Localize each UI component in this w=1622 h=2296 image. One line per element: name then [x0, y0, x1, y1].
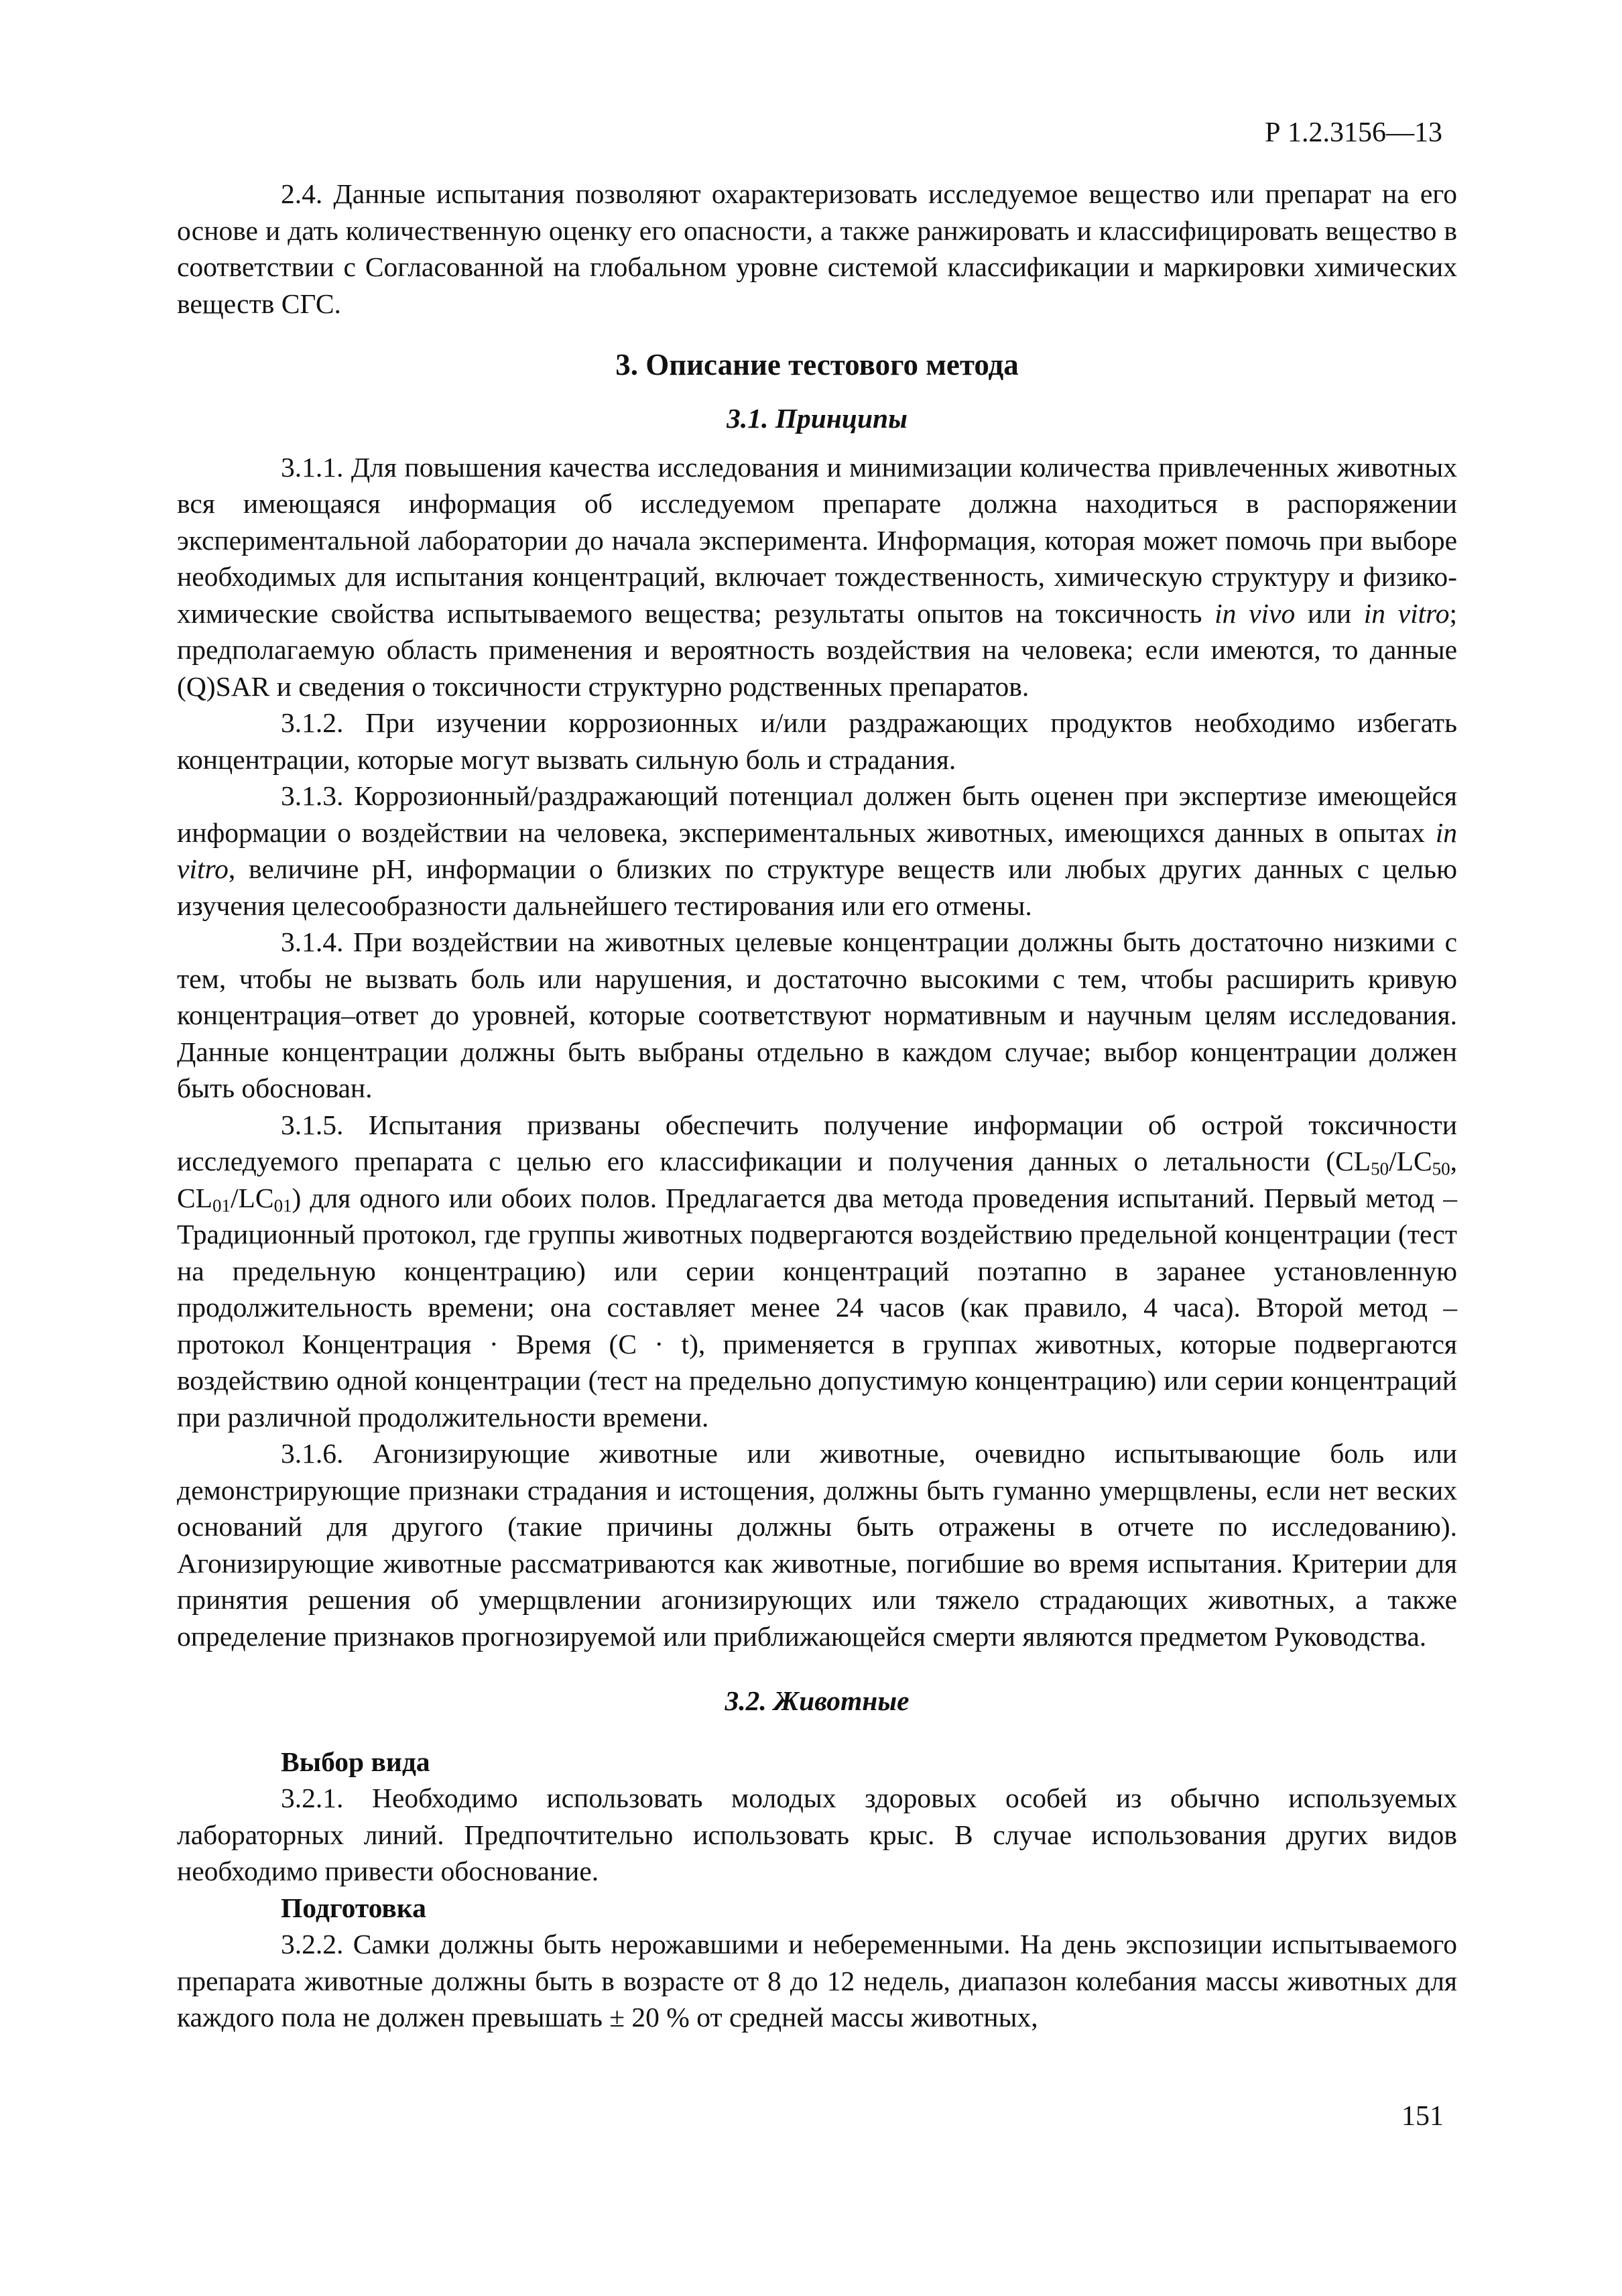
- paragraph-3-2-1: 3.2.1. Необходимо использовать молодых здоровых особей из обычно используемых лабораторных линий. Предпочтительно использовать крыс. В случае использования других видов необходимо привести обоснование.: [177, 1783, 1457, 1886]
- paragraph-2-4: 2.4. Данные испытания позволяют охарактеризовать исследуемое вещество или препарат на его основе и дать количественную оценку его опасности, а также ранжировать и классифицировать вещество в соответствии с Согласованной на глобальном уровне системой классификации и маркировки химических веществ СГС.: [177, 178, 1457, 319]
- document-code: Р 1.2.3156—13: [1265, 117, 1442, 148]
- paragraph-3-1-6: 3.1.6. Агонизирующие животные или животные, очевидно испытывающие боль или демонстрирующие признаки страдания и истощения, должны быть гуманно умерщвлены, если нет веских оснований для другого (такие причины должны быть отражены в отчете по исследованию). Агонизирующие животные рассматриваются как животные, погибшие во время испытания. Критерии для принятия решения об умерщвлении агонизирующих или тяжело страдающих животных, а также определение признаков прогнозируемой или приближающейся смерти являются предметом Руководства.: [177, 1438, 1457, 1652]
- paragraph-3-1-1-part-c: ; предполагаемую область применения и вероятность воздействия на человека; если имеются, то данные (Q)SAR и сведения о токсичности структурно родственных препаратов.: [177, 597, 1458, 702]
- paragraph-3-1-1: [177, 449, 1457, 705]
- subscript: 50: [1371, 1158, 1389, 1179]
- paragraph-3-1-4: 3.1.4. При воздействии на животных целевые концентрации должны быть достаточно низкими с тем, чтобы не вызвать боль или нарушения, и достаточно высокими с тем, чтобы расширить кривую концентрация–ответ до уровней, которые соответствуют нормативным и научным целям исследования. Данные концентрации должны быть выбраны отдельно в каждом случае; выбор концентрации должен быть обоснован.: [177, 926, 1457, 1103]
- subscript: 01: [212, 1195, 231, 1216]
- paragraph-3-1-5: [177, 1107, 1457, 1436]
- formula-text: , CL: [177, 1146, 1457, 1213]
- paragraph-3-1-2: 3.1.2. При изучении коррозионных и/или раздражающих продуктов необходимо избегать концентрации, которые могут вызвать сильную боль и страдания.: [177, 707, 1457, 775]
- section-title-3: 3. Описание тестового метода: [615, 348, 1019, 381]
- paragraph-3-2-2: 3.2.2. Самки должны быть нерожавшими и небеременными. На день экспозиции испытываемого препарата животные должны быть в возрасте от 8 до 12 недель, диапазон колебания массы животных для каждого пола не должен превышать ± 20 % от средней массы животных,: [177, 1929, 1457, 2033]
- paragraph-3-1-5-part-b: ) для одного или обоих полов. Предлагается два метода проведения испытаний. Первый метод – Традиционный протокол, где группы животных подвергаются воздействию предельной концентрации (тест на предельную концентрацию) или серии концентраций поэтапно в заранее установленную продолжительность времени; она составляет менее 24 часов (как правило, 4 часа). Второй метод – протокол Концентрация · Время (C · t), применяется в группах животных, которые подвергаются воздействию одной концентрации (тест на предельно допустимую концентрацию) или серии концентраций при различной продолжительности времени.: [177, 1182, 1457, 1433]
- heading-preparation: Подготовка: [281, 1892, 426, 1923]
- paragraph-3-1-3-part-b: , величине рН, информации о близких по структуре веществ или любых других данных с целью изучения целесообразности дальнейшего тестирования или его отмены.: [177, 853, 1457, 921]
- paragraph-3-1-1-part-a: 3.1.1. Для повышения качества исследования и минимизации количества привлеченных животных вся имеющаяся информация об исследуемом препарате должна находиться в распоряжении экспериментальной лаборатории до начала эксперимента. Информация, которая может помочь при выборе необходимых для испытания концентраций, включает тождественность, химическую структуру и физико-химические свойства испытываемого вещества; результаты опытов на токсичность: [177, 451, 1457, 629]
- subscript: 50: [1432, 1158, 1450, 1179]
- paragraph-3-1-3-part-a: 3.1.3. Коррозионный/раздражающий потенциал должен быть оценен при экспертизе имеющейся информации о воздействии на человека, экспериментальных животных, имеющихся данных в опытах: [177, 780, 1457, 848]
- term-in-vitro: in vitro: [177, 817, 1458, 884]
- formula-text: /LC: [1389, 1146, 1432, 1176]
- term-in-vivo: in vivo: [1214, 597, 1296, 629]
- paragraph-3-1-3: [177, 778, 1457, 924]
- paragraph-3-1-5-part-a: 3.1.5. Испытания призваны обеспечить получение информации об острой токсичности исследуемого препарата с целью его классификации и получения данных о летальности (CL: [177, 1109, 1457, 1176]
- page-number: 151: [1401, 2101, 1444, 2132]
- subscript: 01: [273, 1195, 292, 1216]
- heading-species-choice: Выбор вида: [281, 1746, 430, 1777]
- document-body: [177, 176, 1457, 2036]
- formula-text: /LC: [231, 1182, 274, 1213]
- subsection-title-3-2: 3.2. Животные: [725, 1685, 910, 1716]
- term-in-vitro: in vitro: [1363, 597, 1450, 629]
- subsection-title-3-1: 3.1. Принципы: [727, 403, 908, 434]
- paragraph-3-1-1-part-b: или: [1307, 597, 1352, 629]
